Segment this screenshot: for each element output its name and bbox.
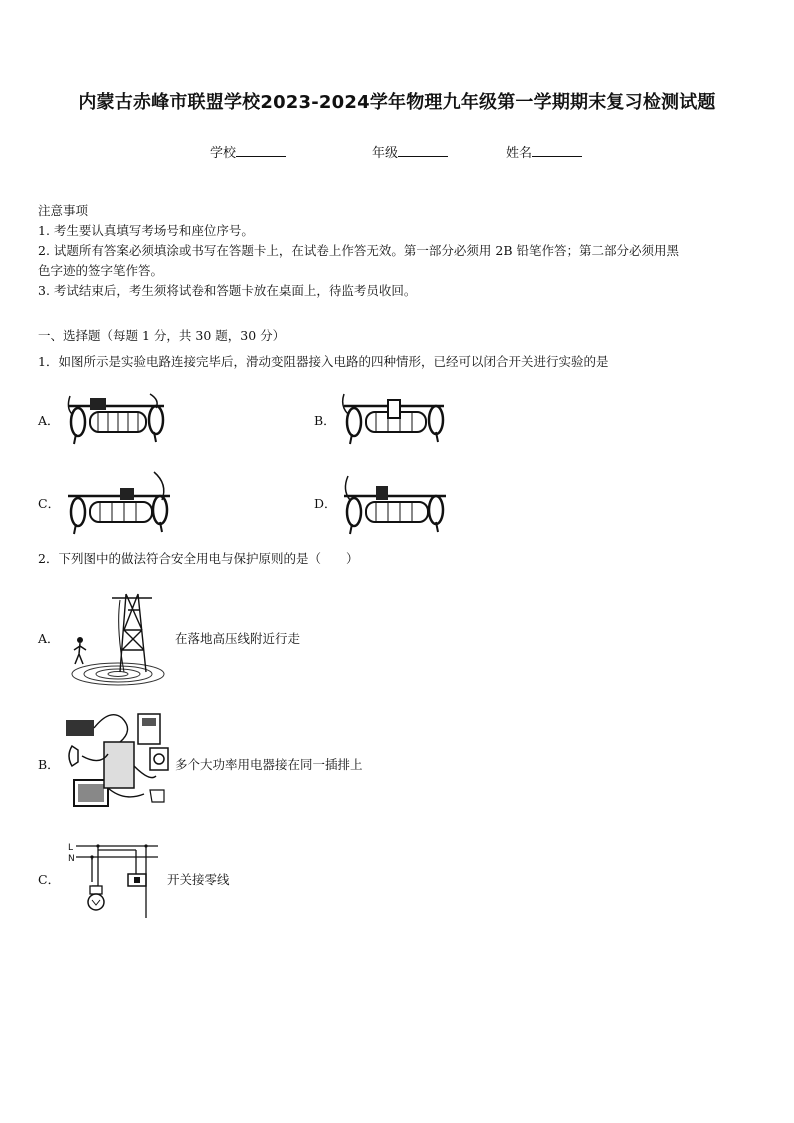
line-n-label: N [68,854,75,864]
q2-option-c-text: 开关接零线 [167,872,230,887]
notice-item: 3. 考试结束后，考生须将试卷和答题卡放在桌面上，待监考员收回。 [38,283,417,298]
notice-block [38,201,763,301]
school-field[interactable] [210,142,286,161]
grade-field[interactable] [372,142,448,161]
q2-option-c-label[interactable]: C． [38,872,61,887]
appliances-figure [64,706,176,810]
notice-item: 色字迹的签字笔作答。 [38,263,164,278]
rheostat-figure-a [64,390,174,446]
q2-option-a-label[interactable]: A． [38,631,60,646]
notice-item: 1. 考生要认真填写考场号和座位序号。 [38,223,254,238]
question-1-stem: 1．如图所示是实验电路连接完毕后，滑动变阻器接入电路的四种情形，已经可以闭合开关进行实验的是 [38,354,609,369]
school-blank [236,144,286,157]
name-blank [532,144,582,157]
line-l-label: L [68,843,74,853]
q1-option-c-label[interactable]: C． [38,496,61,511]
rheostat-figure-d [340,470,450,536]
circuit-figure [64,838,164,922]
q2-option-a-text: 在落地高压线附近行走 [175,631,301,646]
q1-option-b-label[interactable]: B． [314,413,336,428]
q1-option-d-label[interactable]: D． [314,496,337,511]
name-field[interactable] [506,142,582,161]
notice-item: 2. 试题所有答案必须填涂或书写在答题卡上，在试卷上作答无效。第一部分必须用 2B 铅笔作答；第二部分必须用黑 [38,243,679,258]
grade-blank [398,144,448,157]
grade-label: 年级 [372,146,399,161]
q2-option-b-label[interactable]: B． [38,757,60,772]
page-title: 内蒙古赤峰市联盟学校2023-2024学年物理九年级第一学期期末复习检测试题 [78,92,716,113]
q2-option-b-text: 多个大功率用电器接在同一插排上 [175,757,363,772]
notice-heading: 注意事项 [38,203,89,218]
section-heading: 一、选择题（每题 1 分，共 30 题，30 分） [38,328,286,343]
rheostat-figure-b [340,390,450,446]
power-tower-figure [66,588,170,690]
school-label: 学校 [210,146,237,161]
question-2-stem: 2．下列图中的做法符合安全用电与保护原则的是（ ） [38,551,359,566]
name-label: 姓名 [506,146,533,161]
q1-option-a-label[interactable]: A． [38,413,60,428]
rheostat-figure-c [64,470,174,536]
